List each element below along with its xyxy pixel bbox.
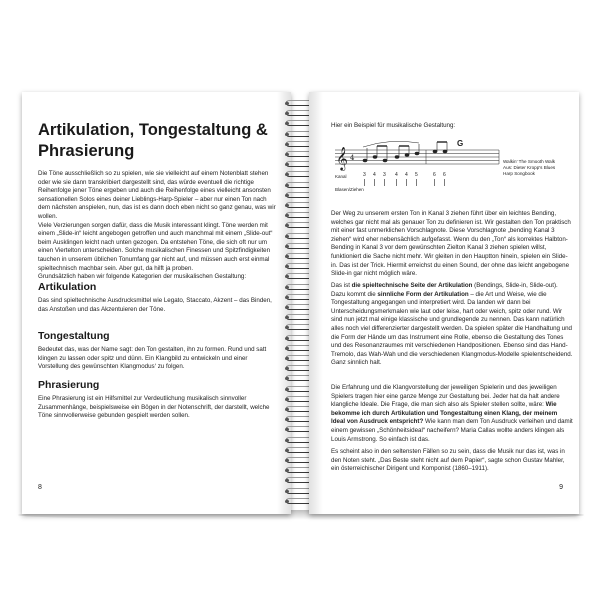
- blow-draw-arrows: [365, 179, 445, 186]
- example-intro: Hier ein Beispiel für musikalische Gestaltung:: [331, 122, 456, 129]
- paragraph-4: Es scheint also in den seltensten Fällen so zu sein, dass die Musik nur das ist, was in den Noten steht. „Das Beste steht nicht auf dem Papier“, sagte schon Gustav Mahler, ein österreichischer Dirigent und Komponist (1860–1911).: [331, 448, 565, 473]
- notes-group: [363, 141, 447, 162]
- paragraph-1: Der Weg zu unserem ersten Ton in Kanal 3 ziehen führt über ein leichtes Bending, welches gar nicht mal als genauer Ton zu definieren ist. Wir gestalten den Ton praktisch mit einer fast unmerklichen Vorschlagnote. Diese Vorschlagnote „bending Kanal 3 ziehen“ wird eher nebensächlich aufgefasst. Wenn du den „Ton“ als korrektes Halbton-Bending in Kanal 3 vor dem gewünschten Zielton Kanal 3 ziehen spielen willst, funktioniert die Sache nicht mehr. Wir gleiten in den Hauptton hinein, spielen ein Slide-in. Das ist der Trick. Hiermit erreichst du einen Sound, der ohne das leicht angebogene Slide-in gar nicht möglich wäre.: [331, 210, 571, 278]
- channel-numbers: [363, 172, 446, 178]
- svg-text:4: 4: [395, 172, 398, 178]
- notation-caption: Walkin' The Smooth Walk Aus: Dieter Kropp's Blues Harp Songbook: [503, 158, 556, 176]
- right-page: [309, 92, 579, 514]
- bold-phrase-2: sinnliche Form der Artikulation: [377, 290, 469, 298]
- bold-phrase-1: die spieltechnische Seite der Artikulation: [351, 282, 473, 289]
- page-title: Artikulation, Tongestaltung & Phrasierung: [38, 121, 268, 160]
- heading-artikulation: Artikulation: [38, 281, 97, 293]
- paragraph-phrasierung: Eine Phrasierung ist ein Hilfsmittel zur Verdeutlichung musikalisch sinnvoller Zusammenhänge, beispielsweise ein Bögen in der Notenschrift, der darstellt, welche Töne sinnvollerweise gebunden gespielt werden sollen.: [38, 395, 270, 420]
- paragraph-3: Die Erfahrung und die Klangvorstellung der jeweiligen Spielerin und des jeweiligen Spielers tragen hier eine ganze Menge zur Gestaltung bei. Jeder hat da halt andere klangliche Ideale. Die Frage, die man sich also als Spieler stellen sollte, wäre: Wie bekomme ich durch Artikulation und Tongestaltung einen Klang, der meinem Ideal von Ausdruck entspricht? Wie kann man dem Ton Ausdruck verleihen und damit einem gewissen „Schönheitsideal“ nacheifern? Maria Callas wollte anders klingen als Louis Armstrong. So einfach ist das.: [331, 384, 573, 443]
- svg-text:4: 4: [405, 172, 408, 178]
- music-notation: [331, 136, 501, 198]
- svg-text:3: 3: [363, 172, 366, 178]
- page-number-left: 8: [38, 484, 42, 491]
- svg-text:3: 3: [383, 172, 386, 178]
- kanal-label: Kanal: [335, 174, 347, 179]
- blasen-label: Blasen/Ziehen: [335, 187, 364, 192]
- svg-text:6: 6: [443, 172, 446, 178]
- page-number-right: 9: [559, 484, 563, 491]
- left-page: [22, 92, 291, 514]
- chord-symbol: G: [457, 139, 464, 148]
- svg-text:4: 4: [373, 172, 376, 178]
- time-signature-icon: 4: [350, 154, 355, 162]
- treble-clef-icon: 𝄞: [336, 146, 348, 170]
- paragraph-tongestaltung: Bedeutet das, was der Name sagt: den Ton gestalten, ihn zu formen. Rund und satt klingen zu lassen oder spitz und dünn. Ein Klangbild zu entwickeln und einer Vorstellung des gewünschten Klangmodus‘ zu folgen.: [38, 346, 267, 371]
- svg-text:5: 5: [415, 172, 418, 178]
- intro-paragraph: Die Töne ausschließlich so zu spielen, wie sie vielleicht auf einem Notenblatt stehen oder wie sie dann transkribiert dargestellt sind, das würde eventuell die richtige Reihenfolge jener Töne ergeben und auch die Reihenfolge eines vielleicht ansonsten sensationellen Solos eines deiner Lieblings-Harp-Spieler – aber nur einen Ton nach dem nächsten anspielen, nun, das ist es dann doch eben nicht so ganz genau, was wir wollen. Viele Verzierungen sorgen dafür, dass die Musik interessant klingt. Töne werden mit einem „Slide-in“ leicht angebogen getroffen und auch manchmal mit einem „Slide-out“ beim Ausklingen leicht nach unten gezogen. Da entstehen Töne, die sich oft nur um einen Viertelton unterscheiden. Solche musikalischen Finessen und Spitzfindigkeiten tauchen in unserem üblichen Tonumfang gar nicht auf, und müssen auch erst einmal spieltechnisch machbar sein. Aber gut, da hilft ja proben. Grundsätzlich haben wir folgende Kategorien der musikalischen Gestaltung:: [38, 170, 276, 281]
- bold-question: Wie bekomme ich durch Artikulation und Tongestaltung einen Klang, der meinem Ideal von Ausdruck entspricht?: [331, 401, 558, 426]
- svg-text:6: 6: [433, 172, 436, 178]
- paragraph-2: Das ist die spieltechnische Seite der Artikulation (Bendings, Slide-in, Slide-out). Dazu kommt die sinnliche Form der Artikulation – die Art und Weise, wie die Tongestaltung angegangen und interpretiert wird. Da landen wir dann bei Unterscheidungsmerkmalen wie laut oder leise, hart oder weich, spitz oder rund. Wir sind nun jetzt mal einige klassische und grundlegende zu nennen. Das kann natürlich alles noch viel differenzierter dargestellt werden. Da spielen später die Handhaltung und die Form der Hände um das Instrument eine Rolle, ebenso die Gestaltung des Tones und des Resonanzraumes mit verschiedenen Handpositionen. Ebenso sind das Hand-Tremolo, das Wah-Wah und die verschiedenen Klangmodus-Modelle spielentscheidend. Ganz sinnlich halt.: [331, 282, 573, 367]
- paragraph-artikulation: Das sind spieltechnische Ausdrucksmittel wie Legato, Staccato, Akzent – das Binden, das Anstoßen und das Akzentuieren der Töne.: [38, 297, 272, 313]
- heading-tongestaltung: Tongestaltung: [38, 330, 110, 342]
- heading-phrasierung: Phrasierung: [38, 379, 100, 391]
